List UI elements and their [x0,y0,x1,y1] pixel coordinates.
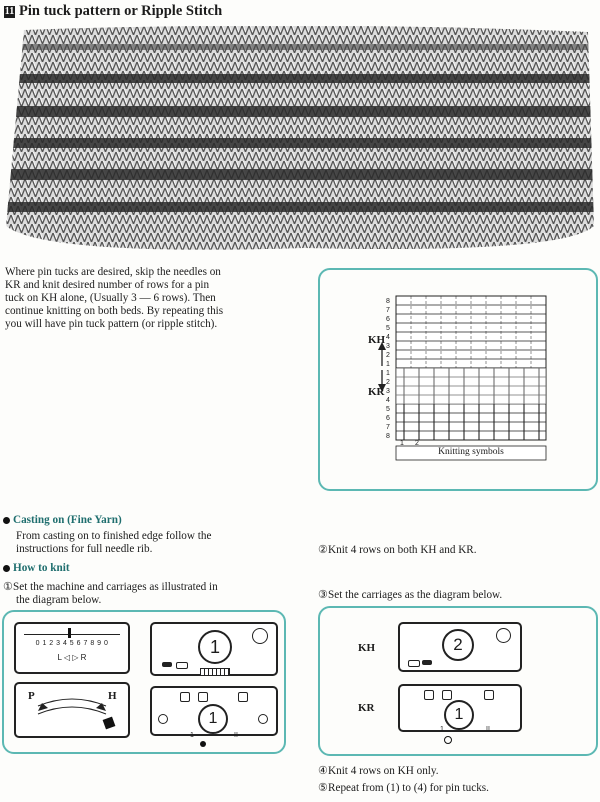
kr-row-numbers: 1 2 3 4 5 6 7 8 [386,370,390,440]
chart-caption: Knitting symbols [438,447,504,457]
section-title-text: Pin tuck pattern or Ripple Stitch [19,3,223,19]
bullet-icon [3,565,10,572]
step-1: ①Set the machine and carriages as illustrated in the diagram below. [3,581,218,606]
kh-carriage-2: 2 [398,622,522,672]
ripple-band [4,138,596,148]
ripple-band [4,202,596,212]
kh-label: KH [368,334,386,346]
col-label-2: 2 [415,440,419,447]
lever-panel: P H [14,682,130,738]
step-5: ⑤Repeat from (1) to (4) for pin tucks. [318,782,489,794]
dial-pointer [68,628,71,638]
machine-diagram-2: KH KR 2 1 1 II [318,606,598,756]
section-number: 11 [4,5,15,17]
lever-knob [103,717,116,730]
kr-grid [396,368,546,440]
how-to-knit-heading: How to knit [3,562,70,574]
step-2: ②Knit 4 rows on both KH and KR. [318,544,477,556]
intro-paragraph: Where pin tucks are desired, skip the needles on KR and knit desired number of rows for a pin tuck on KH alone, (Usually 3 — 6 rows). Then continue knitting on both beds. By repeating this you will have pin tuck pattern (or ripple stitch). [5,266,224,330]
step-4: ④Knit 4 rows on KH only. [318,765,439,777]
kh-carriage: 1 [150,622,278,676]
ripple-band [4,74,596,83]
kr-label: KR [368,386,385,398]
kh-grid [396,296,546,368]
dot-icon [200,741,206,747]
machine-diagram-1: 0 1 2 3 4 5 6 7 8 9 0 L ◁ ▷ R P H 1 1 1 II [2,610,286,754]
step-3: ③Set the carriages as the diagram below. [318,589,503,601]
kr-carriage-2: 1 [398,684,522,732]
bullet-icon [3,517,10,524]
ripple-band [4,106,596,117]
fabric-photo [4,26,596,254]
col-label-1: 1 [400,440,404,447]
symbols-panel [318,268,598,491]
casting-on-heading: Casting on (Fine Yarn) [3,514,122,526]
kh-row-numbers: 8 7 6 5 4 3 2 1 [386,298,390,368]
ripple-band [4,169,596,180]
kr-carriage: 1 [150,686,278,736]
casting-on-text: From casting on to finished edge follow the instructions for full needle rib. [16,530,212,555]
tension-dial: 0 1 2 3 4 5 6 7 8 9 0 L ◁ ▷ R [14,622,130,674]
section-title [4,3,222,20]
dot-icon [444,736,452,744]
